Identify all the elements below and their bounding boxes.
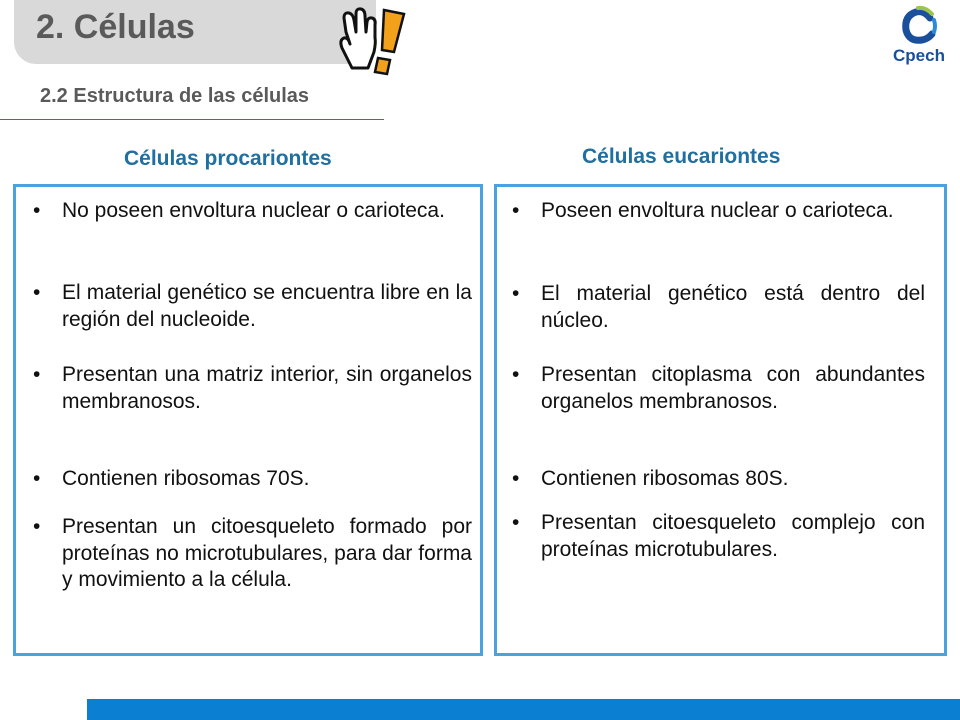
bullet-dot: • bbox=[33, 281, 41, 304]
page-title: 2. Células bbox=[36, 8, 195, 46]
heading-prokaryotes: Células procariontes bbox=[124, 147, 332, 170]
list-item-text: Presentan citoplasma con abundantes organelos membranosos. bbox=[541, 363, 925, 413]
list-item bbox=[512, 510, 925, 563]
list-item-text: Poseen envoltura nuclear o carioteca. bbox=[541, 199, 894, 222]
list-item bbox=[512, 466, 925, 493]
bullet-dot: • bbox=[512, 467, 520, 490]
logo-c-icon bbox=[882, 4, 956, 50]
list-item-text: Contienen ribosomas 70S. bbox=[62, 467, 310, 490]
list-item-text: El material genético está dentro del núcleo. bbox=[541, 282, 925, 332]
logo-text: Cpech bbox=[893, 46, 945, 65]
list-item bbox=[512, 198, 925, 225]
footer-bar bbox=[87, 699, 960, 720]
section-subtitle: 2.2 Estructura de las células bbox=[40, 85, 310, 107]
cpech-logo bbox=[882, 4, 956, 70]
list-item-text: Presentan una matriz interior, sin organelos membranosos. bbox=[62, 363, 472, 413]
bullet-dot: • bbox=[512, 199, 520, 222]
list-item bbox=[512, 281, 925, 334]
list-item bbox=[512, 362, 925, 415]
list-item-text: Contienen ribosomas 80S. bbox=[541, 467, 789, 490]
bullet-dot: • bbox=[33, 467, 41, 490]
exclamation-icon bbox=[375, 10, 404, 74]
list-item bbox=[33, 514, 472, 594]
bullet-dot: • bbox=[512, 511, 520, 534]
bullet-dot: • bbox=[33, 515, 41, 538]
list-item bbox=[33, 466, 472, 493]
bullet-dot: • bbox=[512, 282, 520, 305]
list-item-text: El material genético se encuentra libre en la región del nucleoide. bbox=[62, 281, 472, 331]
hand-pointer-icon bbox=[334, 2, 414, 82]
list-item-text: Presentan citoesqueleto complejo con proteínas microtubulares. bbox=[541, 511, 925, 561]
bullet-dot: • bbox=[512, 363, 520, 386]
header-divider bbox=[0, 119, 384, 120]
bullet-dot: • bbox=[33, 363, 41, 386]
list-item-text: No poseen envoltura nuclear o carioteca. bbox=[62, 199, 445, 222]
list-item bbox=[33, 362, 472, 415]
eukaryotes-box bbox=[494, 184, 947, 656]
list-item bbox=[33, 280, 472, 333]
list-item-text: Presentan un citoesqueleto formado por proteínas no microtubulares, para dar forma y movimiento a la célula. bbox=[62, 515, 472, 592]
bullet-dot: • bbox=[33, 199, 41, 222]
heading-eukaryotes: Células eucariontes bbox=[582, 145, 781, 168]
list-item bbox=[33, 198, 472, 225]
